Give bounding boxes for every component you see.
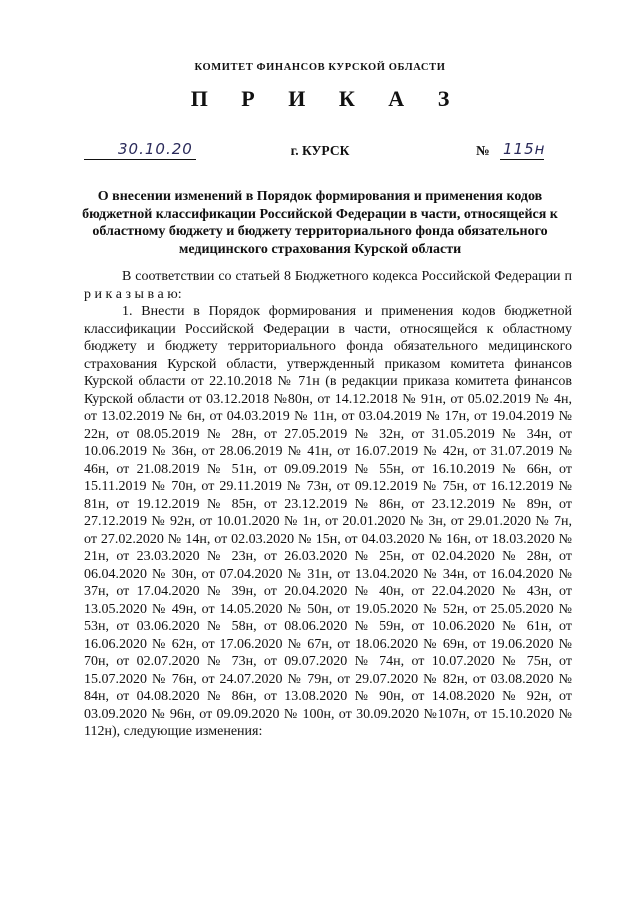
preamble-paragraph: В соответствии со статьей 8 Бюджетного кодекса Российской Федерации п р и к а з ы в а ю: (84, 269, 572, 302)
order-number-handwritten: 115н (503, 140, 546, 158)
date-underline (84, 159, 196, 160)
order-body (84, 268, 572, 741)
order-date-handwritten: 30.10.20 (118, 140, 193, 158)
order-title: П Р И К А З (190, 86, 464, 111)
order-meta-row (0, 140, 640, 164)
item-1-paragraph: 1. Внести в Порядок формирования и применения кодов бюджетной классификации Российской Федерации в части, относящейся к областному бюджету и бюджету территориального фонда обязательного медицинского страхования Курской области, утвержденный приказом комитета финансов Курской области от 22.10.2018 № 71н (в редакции приказа комитета финансов Курской области от 03.12.2018 №80н, от 14.12.2018 № 91н, от 05.02.2019 № 4н, от 13.02.2019 № 6н, от 04.03.2019 № 11н, от 03.04.2019 № 17н, от 19.04.2019 № 22н, от 08.05.2019 № 28н, от 27.05.2019 № 32н, от 31.05.2019 № 34н, от 10.06.2019 № 36н, от 28.06.2019 № 41н, от 16.07.2019 № 42н, от 31.07.2019 № 46н, от 21.08.2019 № 51н, от 09.09.2019 № 55н, от 16.10.2019 № 66н, от 15.11.2019 № 70н, от 29.11.2019 № 73н, от 09.12.2019 № 75н, от 16.12.2019 № 81н, от 19.12.2019 № 85н, от 23.12.2019 № 86н, от 23.12.2019 № 89н, от 27.12.2019 № 92н, от 10.01.2020 № 1н, от 20.01.2020 № 3н, от 29.01.2020 № 7н, от 27.02.2020 № 14н, от 02.03.2020 № 15н, от 04.03.2020 № 16н, от 18.03.2020 № 21н, от 23.03.2020 № 23н, от 26.03.2020 № 25н, от 02.04.2020 № 28н, от 06.04.2020 № 30н, от 07.04.2020 № 31н, от 13.04.2020 № 34н, от 16.04.2020 № 37н, от 17.04.2020 № 39н, от 20.04.2020 № 40н, от 22.04.2020 № 43н, от 13.05.2020 № 49н, от 14.05.2020 № 50н, от 19.05.2020 № 52н, от 25.05.2020 № 53н, от 03.06.2020 № 58н, от 08.06.2020 № 59н, от 10.06.2020 № 61н, от 16.06.2020 № 62н, от 17.06.2020 № 67н, от 18.06.2020 № 69н, от 19.06.2020 № 70н, от 02.07.2020 № 73н, от 09.07.2020 № 74н, от 10.07.2020 № 75н, от 15.07.2020 № 76н, от 24.07.2020 № 79н, от 29.07.2020 № 82н, от 03.08.2020 № 84н, от 04.08.2020 № 86н, от 13.08.2020 № 90н, от 14.08.2020 № 92н, от 03.09.2020 № 96н, от 09.09.2020 № 100н, от 30.09.2020 №107н, от 15.10.2020 № 112н), следующие изменения: (84, 304, 572, 739)
order-number-label: № (476, 143, 490, 158)
number-underline (500, 159, 544, 160)
order-heading: О внесении изменений в Порядок формирования и применения кодов бюджетной классификации Российской Федерации в части, относящейся к областному бюджету и бюджету территориального фонда обязательного медицинского страхования Курской области (82, 189, 558, 257)
committee-name: КОМИТЕТ ФИНАНСОВ КУРСКОЙ ОБЛАСТИ (194, 62, 446, 73)
order-city: г. КУРСК (290, 143, 350, 158)
